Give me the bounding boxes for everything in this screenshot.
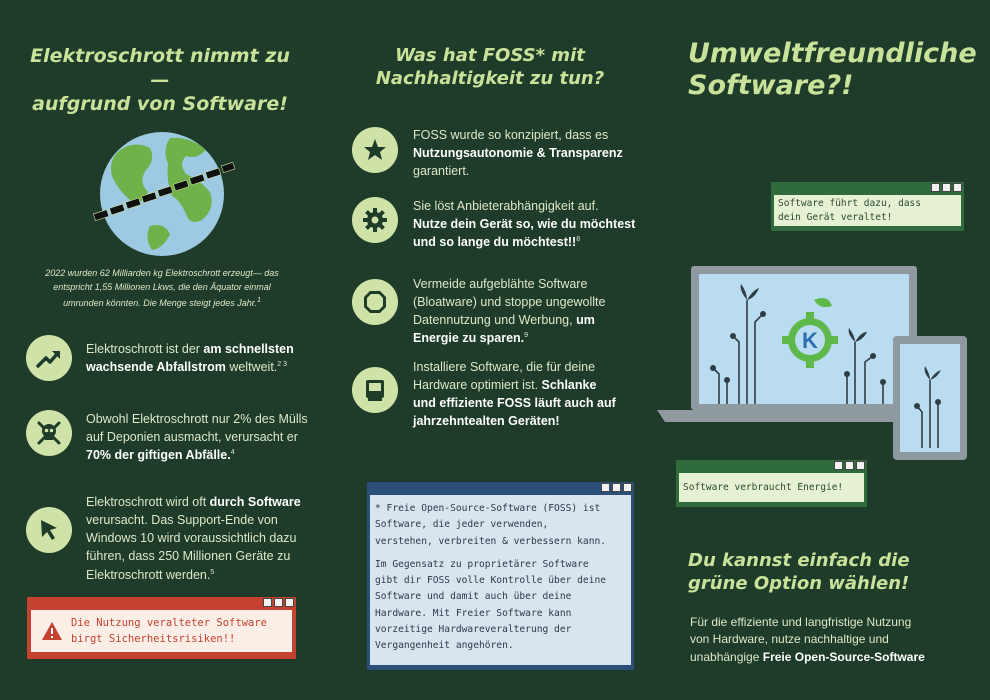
point-lean-software: Installiere Software, die für deine Hardware optimiert ist. Schlanke und effiziente FOSS läuft auch auf jahrzehntealten Geräten!: [413, 360, 616, 429]
warning-body: Die Nutzung veralteter Software birgt Sicherheitsrisiken!!: [31, 610, 292, 652]
close-icon[interactable]: [953, 183, 962, 192]
point-autonomy: FOSS wurde so konzipiert, dass es Nutzungsautonomie & Transparenz garantiert.: [413, 128, 623, 179]
old-computer-icon: [352, 367, 398, 413]
definition-body: * Freie Open-Source-Software (FOSS) ist Software, die jeder verwenden, verstehen, verbreiten & verbessern kann. Im Gegensatz zu proprietärer Software gibt dir FOSS volle Kontrolle über deine Software und damit auch über deine Hardware. Mit Freier Software kann vorzeitige Hardwareveralterung der Vergangenheit angehören.: [370, 495, 631, 665]
trend-up-icon: [26, 335, 72, 381]
stop-octagon-icon: [352, 279, 398, 325]
fact-software-cause: Elektroschrott wird oft durch Software verursacht. Das Support-Ende von Windows 10 wird voraussichtlich dazu führen, dass 250 Millionen Geräte zu Elektroschrott werden.$^5$: [86, 495, 301, 582]
close-icon[interactable]: [285, 598, 294, 607]
minimize-icon[interactable]: [931, 183, 940, 192]
maximize-icon[interactable]: [845, 461, 854, 470]
cursor-arrow-icon: [26, 507, 72, 553]
gear-icon: [352, 197, 398, 243]
col3-headline: Umweltfreundliche Software?!: [688, 38, 977, 102]
point-vendor-independence: Sie löst Anbieterabhängigkeit auf. Nutze dein Gerät so, wie du möchtest und so lange du möchtest!!$^8$: [413, 199, 636, 250]
window-controls: [771, 182, 964, 195]
minimize-icon[interactable]: [263, 598, 272, 607]
fact-toxic-waste: Obwohl Elektroschrott nur 2% des Mülls auf Deponien ausmacht, verursacht er 70% der giftigen Abfälle.$^4$: [86, 412, 308, 463]
window-controls: [367, 482, 634, 495]
star-icon: [352, 127, 398, 173]
globe-caption: 2022 wurden 62 Milliarden kg Elektroschrott erzeugt— das entspricht 1,55 Millionen Lkws, die den Äquator einmal umrunden könnten. Die Menge steigt jedes Jahr.$^1$: [45, 268, 279, 308]
popup-outdated: [771, 182, 964, 231]
green-option-subhead: Du kannst einfach die grüne Option wählen!: [688, 550, 910, 594]
col1-headline: Elektroschrott nimmt zu — aufgrund von Software!: [30, 45, 290, 115]
laptop-tablet-illustration: [655, 262, 970, 462]
minimize-icon[interactable]: [601, 483, 610, 492]
globe-illustration: [90, 130, 240, 260]
popup-energy: [676, 460, 867, 507]
popup-outdated-body: Software führt dazu, dass dein Gerät veraltet!: [774, 195, 961, 226]
warning-triangle-icon: [41, 621, 63, 641]
skull-crossbones-icon: [26, 410, 72, 456]
col2-headline: Was hat FOSS* mit Nachhaltigkeit zu tun?: [375, 45, 605, 89]
close-icon[interactable]: [623, 483, 632, 492]
popup-energy-body: Software verbraucht Energie!: [679, 473, 864, 502]
maximize-icon[interactable]: [274, 598, 283, 607]
window-controls: [27, 597, 296, 610]
maximize-icon[interactable]: [942, 183, 951, 192]
warning-window: [27, 597, 296, 659]
window-controls: [676, 460, 867, 473]
fact-fastest-growing: Elektroschrott ist der am schnellsten wachsende Abfallstrom weltweit.$^{2 3}$: [86, 342, 294, 375]
minimize-icon[interactable]: [834, 461, 843, 470]
closing-text: Für die effiziente und langfristige Nutzung von Hardware, nutze nachhaltige und unabhängige Freie Open-Source-Software: [690, 615, 925, 664]
kde-logo-letter: K: [802, 328, 818, 353]
point-bloatware: Vermeide aufgeblähte Software (Bloatware) und stoppe ungewollte Datennutzung und Werbung, um Energie zu sparen.$^9$: [413, 277, 606, 346]
maximize-icon[interactable]: [612, 483, 621, 492]
close-icon[interactable]: [856, 461, 865, 470]
foss-definition-window: [367, 482, 634, 670]
